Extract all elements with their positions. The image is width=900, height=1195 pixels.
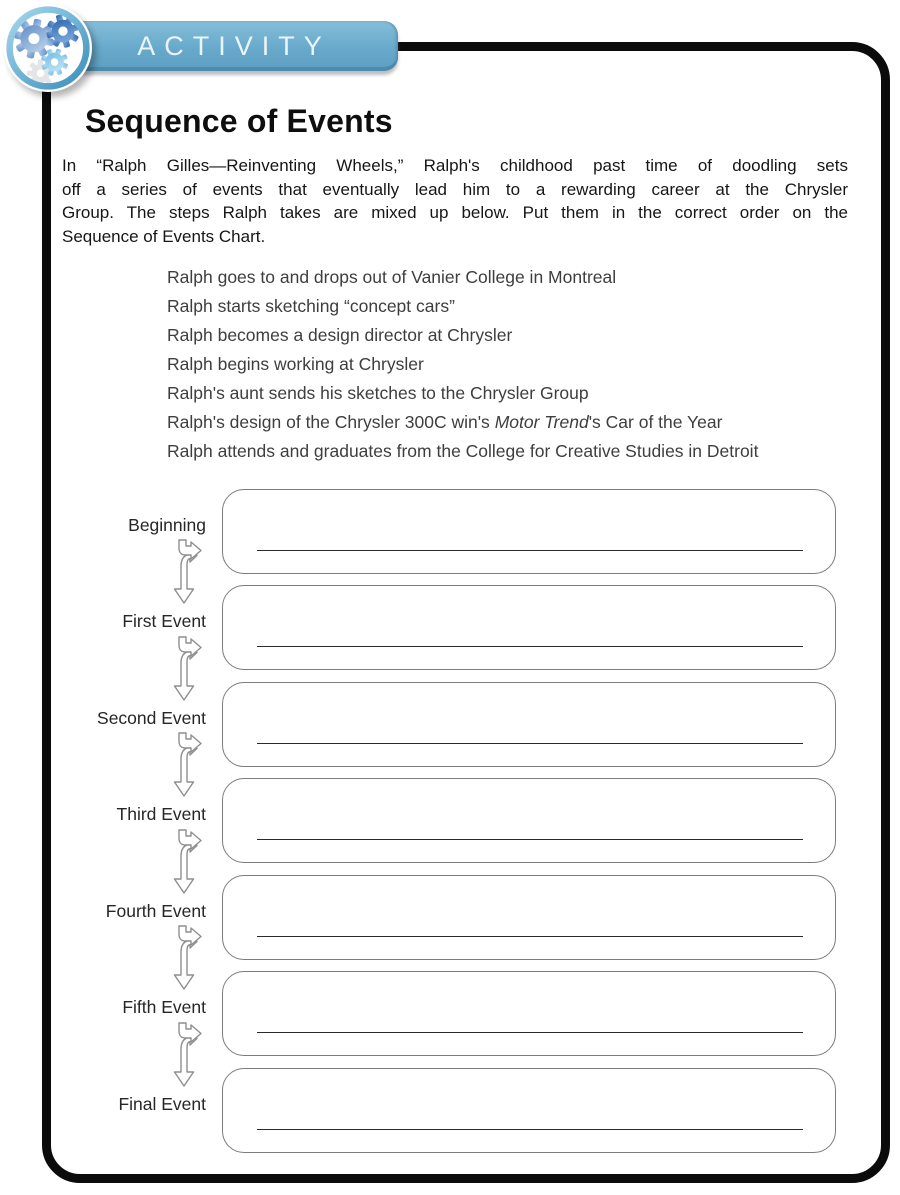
intro-line: Sequence of Events Chart. bbox=[62, 226, 266, 246]
worksheet-title: Sequence of Events bbox=[85, 103, 393, 139]
answer-writing-line bbox=[257, 839, 803, 840]
sequence-step-label: Fifth Event bbox=[122, 997, 206, 1017]
event-text: Ralph begins working at Chrysler bbox=[167, 354, 424, 374]
down-arrow-icon bbox=[170, 829, 204, 901]
sequence-step-label: Final Event bbox=[118, 1094, 206, 1114]
answer-box[interactable] bbox=[222, 875, 836, 960]
sequence-step-label: Beginning bbox=[128, 515, 206, 535]
event-text: Ralph's aunt sends his sketches to the Chrysler Group bbox=[167, 383, 589, 403]
answer-writing-line bbox=[257, 1032, 803, 1033]
gears-logo-icon bbox=[4, 4, 92, 92]
answer-box[interactable] bbox=[222, 1068, 836, 1153]
answer-box[interactable] bbox=[222, 585, 836, 670]
intro-line: off a series of events that eventually lead him to a rewarding career at the Chrysler bbox=[62, 179, 848, 199]
activity-banner-label: ACTIVITY bbox=[137, 30, 331, 61]
answer-writing-line bbox=[257, 743, 803, 744]
event-item bbox=[167, 408, 848, 437]
answer-writing-line bbox=[257, 1129, 803, 1130]
event-item bbox=[167, 379, 848, 408]
event-text: Ralph's design of the Chrysler 300C win's bbox=[167, 412, 495, 432]
intro-line: In “Ralph Gilles—Reinventing Wheels,” Ralph's childhood past time of doodling sets bbox=[62, 156, 848, 175]
sequence-chart bbox=[62, 489, 848, 1153]
answer-writing-line bbox=[257, 936, 803, 937]
answer-box[interactable] bbox=[222, 778, 836, 863]
down-arrow-icon bbox=[170, 925, 204, 997]
down-arrow-icon bbox=[170, 732, 204, 804]
intro-line: Group. The steps Ralph takes are mixed up below. Put them in the correct order on the bbox=[62, 203, 848, 222]
down-arrow-icon bbox=[170, 636, 204, 708]
event-item bbox=[167, 321, 848, 350]
answer-box[interactable] bbox=[222, 682, 836, 767]
sequence-step-label: Third Event bbox=[116, 804, 206, 824]
worksheet-content bbox=[62, 96, 848, 1153]
answer-writing-line bbox=[257, 646, 803, 647]
answer-writing-line bbox=[257, 550, 803, 551]
sequence-step-label: Fourth Event bbox=[105, 901, 206, 921]
event-item bbox=[167, 292, 848, 321]
events-list bbox=[167, 263, 848, 466]
event-text: Ralph attends and graduates from the College for Creative Studies in Detroit bbox=[167, 441, 759, 461]
event-text-italic: Motor Trend bbox=[494, 412, 589, 432]
down-arrow-icon bbox=[170, 1022, 204, 1094]
down-arrow-icon bbox=[170, 539, 204, 611]
event-item bbox=[167, 437, 848, 466]
sequence-step-label: First Event bbox=[122, 611, 206, 631]
event-item bbox=[167, 350, 848, 379]
event-text: Ralph starts sketching “concept cars” bbox=[167, 296, 455, 316]
event-text: Ralph becomes a design director at Chrysler bbox=[167, 325, 513, 345]
event-text: Ralph goes to and drops out of Vanier College in Montreal bbox=[167, 267, 617, 287]
event-text-post: 's Car of the Year bbox=[588, 412, 723, 432]
sequence-step-label: Second Event bbox=[97, 708, 206, 728]
answer-box[interactable] bbox=[222, 971, 836, 1056]
event-item bbox=[167, 263, 848, 292]
answer-box[interactable] bbox=[222, 489, 836, 574]
intro-paragraph bbox=[62, 154, 848, 248]
